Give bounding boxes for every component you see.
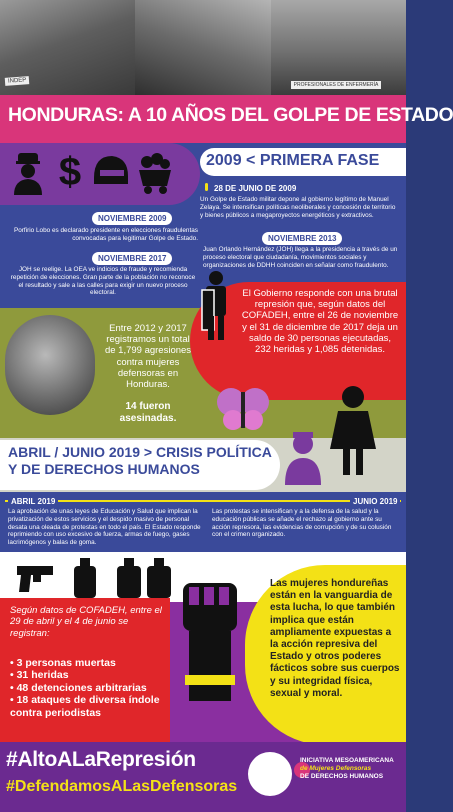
stats-list <box>10 657 168 719</box>
logo-badge <box>248 752 292 796</box>
event-text: La aprobación de unas leyes de Educación y Salud que implican la privatización de estos servicios y el despido masivo de personal desata una oleada de protestas en todo el país. El Estado responde reprimiendo con uso excesivo de fuerza, armas de fuego, gases lacrimógenos y balas de goma. <box>8 508 201 547</box>
gun-icon <box>15 560 55 594</box>
event-text: Las protestas se intensifican y a la defensa de la salud y la educación públicas se añade el rechazo al gobierno ante su acción represora, las evidencias de corrupción y de su colusión con el crimen organizado. <box>212 508 392 539</box>
protest-photo <box>0 0 135 95</box>
riot-police-icon <box>200 270 232 342</box>
repression-text: El Gobierno responde con una brutal represión que, según datos del COFADEH, entre el 26 de noviembre y el 31 de diciembre de 2017 deja un saldo de 30 personas ejecutadas, 232 heridas y 1,085 detenidas. <box>241 288 399 356</box>
woman-icon <box>328 385 378 475</box>
event-date: NOVIEMBRE 2017 <box>92 252 172 265</box>
protest-banner: INDEP <box>5 76 30 86</box>
police-photo <box>135 0 270 95</box>
stat-item: • 3 personas muertas <box>10 657 116 669</box>
event-text: JOH se reelige. La OEA ve indicios de fraude y recomienda repetición de elecciones. Gran parte de la población no reconoce el resultado y sale a las calles para exigir un nuevo proceso electoral. <box>10 266 196 297</box>
murdered-text: 14 fueron asesinadas. <box>119 401 177 424</box>
phase2-label: ABRIL / JUNIO 2019 > CRISIS POLÍTICA Y DE DERECHOS HUMANOS <box>8 444 272 477</box>
helmet-icon <box>90 150 130 195</box>
dollar-icon: $ <box>58 150 82 194</box>
phase1-label: 2009 < PRIMERA FASE <box>206 152 380 169</box>
stat-item: • 18 ataques de diversa índole contra periodistas <box>10 694 160 719</box>
hashtag-primary: #AltoALaRepresión <box>6 748 196 771</box>
event-date: JUNIO 2019 <box>350 497 400 506</box>
timeline-dot <box>205 183 208 191</box>
nurse-icon <box>282 430 324 485</box>
women-vanguard-text: Las mujeres hondureñas están en la vanguardia de esta lucha, lo que también implica que están ampliamente expuestas a la acción represiva del Estado y otros poderes fácticos sobre sus cuerpos y su integridad física, sexual y moral. <box>270 578 400 699</box>
event-date: ABRIL 2019 <box>8 497 58 506</box>
event-text: Juan Orlando Hernández (JOH) llega a la presidencia a través de un proceso electoral que ciudadanía, movimientos sociales y organizaciones de DDHH coinciden en señalar como fraudulento. <box>203 246 398 269</box>
defender-photo <box>5 315 95 415</box>
mining-cart-icon <box>135 150 175 195</box>
phase1-header <box>200 148 406 176</box>
butterfly-icon <box>215 384 271 432</box>
page-title: HONDURAS: A 10 AÑOS DEL GOLPE DE ESTADO <box>8 104 453 126</box>
nurses-banner: PROFESIONALES DE ENFERMERÍA <box>291 81 382 89</box>
nurses-photo <box>271 0 406 95</box>
hashtag-secondary: #DefendamosALasDefensoras <box>6 778 238 795</box>
event-date: 28 DE JUNIO DE 2009 <box>214 184 297 193</box>
logo-line: INICIATIVA MESOAMERICANA <box>300 757 394 764</box>
stat-item: • 31 heridas <box>10 669 69 682</box>
cofadeh-intro: Según datos de COFADEH, entre el 29 de abril y el 4 de junio se registran: <box>10 605 162 639</box>
soldier-icon <box>8 150 48 195</box>
timeline-line <box>5 500 401 502</box>
tear-gas-icon <box>68 556 102 598</box>
header-photo-strip <box>0 0 406 95</box>
tear-gas-icon <box>115 556 173 598</box>
event-date: NOVIEMBRE 2013 <box>262 232 342 245</box>
logo-line: DE DERECHOS HUMANOS <box>300 772 384 780</box>
event-text: Un Golpe de Estado militar depone al gobierno legítimo de Manuel Zelaya. Se intensifican políticas neoliberales y concesión de territorio y bienes públicos a megaproyectos energéticos y extractivos. <box>200 196 396 219</box>
stat-item: • 48 detenciones arbitrarias <box>10 681 147 694</box>
raised-fist-icon <box>175 575 245 715</box>
aggressions-text: Entre 2012 y 2017 registramos un total de 1,799 agresiones contra mujeres defensoras en Honduras. <box>104 323 192 391</box>
logo-line: de Mujeres Defensoras <box>300 764 372 772</box>
organization-logo-text <box>300 757 404 780</box>
event-date: NOVIEMBRE 2009 <box>92 212 172 225</box>
event-text: Porfirio Lobo es declarado presidente en elecciones fraudulentas convocadas para legitimar Golpe de Estado. <box>13 227 198 242</box>
